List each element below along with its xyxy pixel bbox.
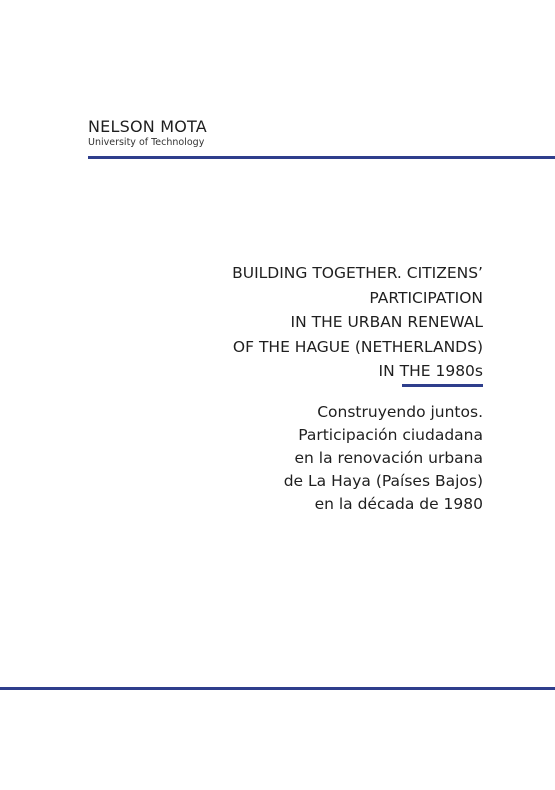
title-es-line: Construyendo juntos.	[317, 403, 483, 421]
top-divider	[88, 156, 555, 159]
author-name: NELSON MOTA	[88, 117, 207, 136]
title-en-line: IN THE URBAN RENEWAL	[290, 313, 483, 331]
title-es-line: en la década de 1980	[314, 495, 483, 513]
title-spanish	[163, 401, 483, 516]
title-en-line: OF THE HAGUE (NETHERLANDS)	[232, 337, 483, 356]
title-es-line: de La Haya (Países Bajos)	[283, 472, 483, 490]
title-en-line: IN THE 1980s	[378, 362, 483, 380]
title-divider	[402, 384, 483, 387]
title-en-line: BUILDING TOGETHER. CITIZENS’	[232, 264, 483, 282]
bottom-divider	[0, 687, 555, 690]
title-es-line: Participación ciudadana	[298, 426, 483, 444]
title-en-line: PARTICIPATION	[369, 288, 483, 307]
author-affiliation: University of Technology	[88, 137, 205, 148]
title-es-line: en la renovación urbana	[294, 449, 483, 467]
title-english	[163, 261, 483, 384]
